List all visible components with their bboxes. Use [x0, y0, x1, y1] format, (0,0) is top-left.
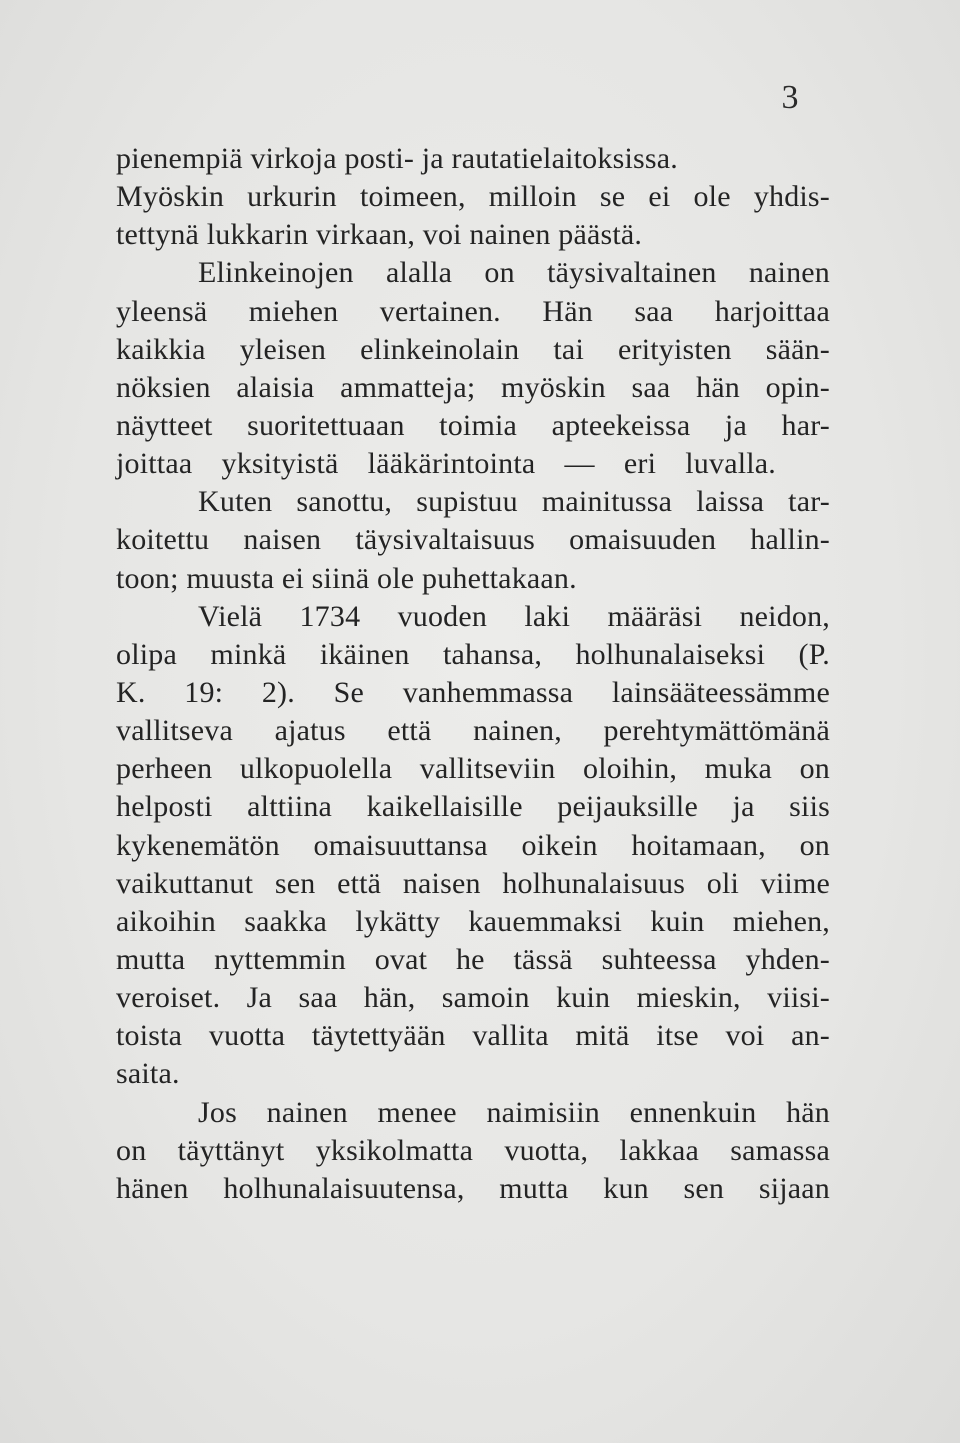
paragraph-start-line: Kuten sanottu, supistuu mainitussa laissa tar- — [198, 485, 830, 519]
text-line: Myöskin urkurin toimeen, milloin se ei ole yhdis- — [116, 180, 830, 214]
text-line: vaikuttanut sen että naisen holhunalaisuus oli viime — [116, 866, 830, 900]
text-line: kykenemätön omaisuuttansa oikein hoitamaan, on — [116, 828, 830, 862]
text-line: joittaa yksityistä lääkärintointa — eri luvalla. — [116, 447, 776, 481]
text-line: olipa minkä ikäinen tahansa, holhunalaiseksi (P. — [116, 637, 830, 671]
text-line: yleensä miehen vertainen. Hän saa harjoittaa — [116, 294, 830, 328]
paragraph-start-line: Elinkeinojen alalla on täysivaltainen nainen — [198, 256, 830, 290]
text-line: vallitseva ajatus että nainen, perehtymättömänä — [116, 714, 830, 748]
text-line: K. 19: 2). Se vanhemmassa lainsääteessämme — [116, 675, 830, 709]
text-line: saita. — [116, 1057, 180, 1091]
text-line: veroiset. Ja saa hän, samoin kuin mieskin, viisi- — [116, 981, 830, 1015]
text-line: pienempiä virkoja posti- ja rautatielaitoksissa. — [116, 142, 678, 175]
text-line: tettynä lukkarin virkaan, voi nainen päästä. — [116, 218, 643, 252]
text-line: mutta nyttemmin ovat he tässä suhteessa yhden- — [116, 942, 830, 976]
text-line: aikoihin saakka lykätty kauemmaksi kuin miehen, — [116, 904, 830, 938]
paragraph-start-line: Jos nainen menee naimisiin ennenkuin hän — [198, 1095, 830, 1129]
body-text — [116, 140, 830, 1208]
text-line: toon; muusta ei siinä ole puhettakaan. — [116, 561, 577, 595]
text-line: hänen holhunalaisuutensa, mutta kun sen sijaan — [116, 1171, 830, 1205]
text-line: perheen ulkopuolella vallitseviin oloihin, muka on — [116, 752, 830, 786]
page-number: 3 — [781, 79, 799, 116]
text-line: nöksien alaisia ammatteja; myöskin saa hän opin- — [116, 370, 830, 404]
text-line: toista vuotta täytettyään vallita mitä itse voi an- — [116, 1019, 830, 1053]
text-line: näytteet suoritettuaan toimia apteekeissa ja har- — [116, 408, 830, 442]
text-line: kaikkia yleisen elinkeinolain tai erityisten sään- — [116, 332, 830, 366]
text-line: on täyttänyt yksikolmatta vuotta, lakkaa samassa — [116, 1133, 830, 1167]
paragraph-start-line: Vielä 1734 vuoden laki määräsi neidon, — [198, 599, 830, 633]
text-line: helposti alttiina kaikellaisille peijauksille ja siis — [116, 790, 830, 824]
text-line: koitettu naisen täysivaltaisuus omaisuuden hallin- — [116, 523, 830, 557]
